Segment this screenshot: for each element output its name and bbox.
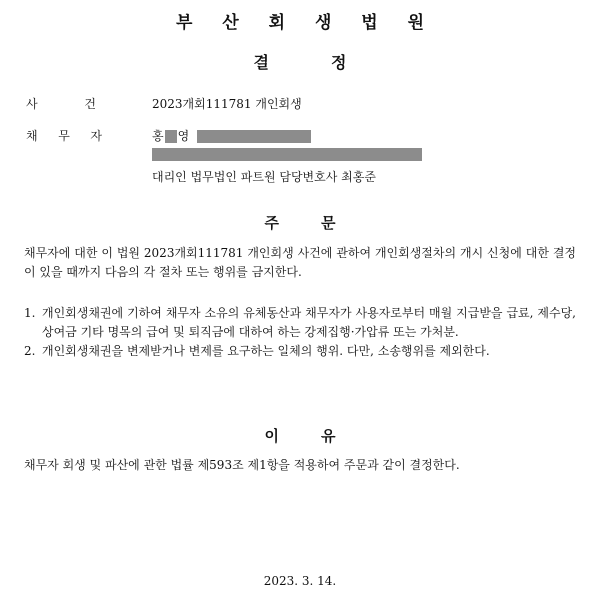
document-title-right: 정: [331, 53, 347, 72]
order-intro: 채무자에 대한 이 법원 2023개회111781 개인회생 사건에 관하여 개인회생절차의 개시 신청에 대한 결정이 있을 때까지 다음의 각 절차 또는 행위를 금지한다.: [24, 246, 576, 279]
list-item: [24, 342, 576, 361]
document-title: [0, 50, 600, 73]
debtor-name-last: 영: [177, 129, 190, 143]
order-heading: [0, 212, 600, 233]
reason-text: 채무자 회생 및 파산에 관한 법률 제593조 제1항을 적용하여 주문과 같이 결정한다.: [24, 458, 460, 472]
case-label-char: 건: [84, 97, 96, 111]
debtor-label-char: 채: [26, 129, 38, 143]
debtor-label-char: 무: [58, 129, 70, 143]
debtor-label: [26, 127, 102, 144]
reason-heading: [0, 425, 600, 446]
case-label-char: 사: [26, 97, 38, 111]
reason-heading-left: 이: [264, 427, 279, 445]
debtor-name: [152, 127, 311, 144]
case-number: 2023개회111781 개인회생: [152, 97, 302, 111]
order-list: [24, 304, 576, 361]
redaction-bar: [165, 130, 177, 143]
list-item: [24, 304, 576, 342]
list-item-number: 1.: [24, 306, 36, 320]
redaction-bar: [197, 130, 311, 143]
redaction-bar: [152, 148, 422, 161]
case-label: [26, 95, 96, 112]
debtor-label-char: 자: [90, 129, 102, 143]
debtor-name-first: 홍: [152, 129, 164, 143]
order-heading-left: 주: [264, 214, 279, 232]
decision-date: 2023. 3. 14.: [263, 574, 337, 588]
list-item-text: 개인회생채권에 기하여 채무자 소유의 유체동산과 채무자가 사용자로부터 매월 지급받을 급료, 제수당, 상여금 기타 명목의 급여 및 퇴직금에 대하여 하는 강제집행·가압류 또는 가처분.: [42, 306, 576, 339]
document-title-left: 결: [253, 53, 269, 72]
order-heading-right: 문: [321, 214, 336, 232]
reason-heading-right: 유: [321, 427, 336, 445]
list-item-number: 2.: [24, 344, 36, 358]
representative: 대리인 법무법인 파트원 담당변호사 최홍준: [152, 170, 376, 184]
court-name: 부 산 회 생 법 원: [175, 13, 437, 33]
debtor-address: [152, 147, 422, 161]
list-item-text: 개인회생채권을 변제받거나 변제를 요구하는 일체의 행위. 다만, 소송행위를 제외한다.: [42, 344, 490, 358]
